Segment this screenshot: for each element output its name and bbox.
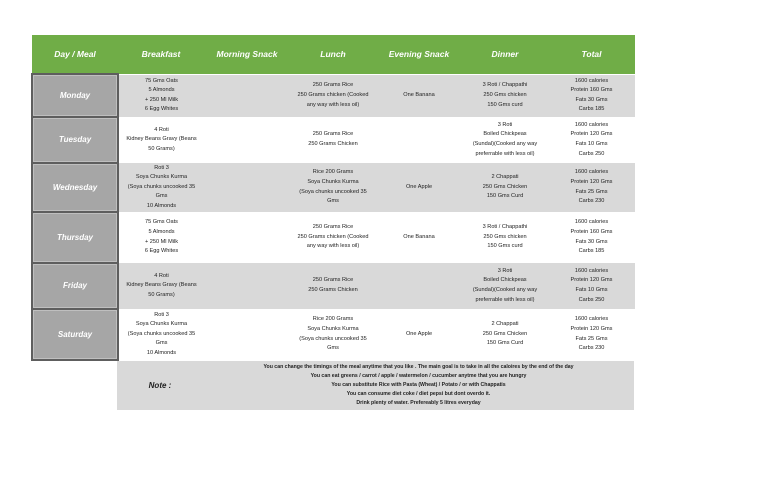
cell-line: (Sundal)(Cooked any way: [472, 141, 538, 147]
dinner-cell: [462, 309, 548, 360]
cell-line: Gms: [155, 193, 168, 200]
cell-line: Protein 120 Gms: [570, 131, 613, 138]
cell-line: 4 Roti: [154, 272, 169, 279]
cell-line: 1600 calories: [574, 267, 609, 274]
cell-line: Soya Chunks Kurma: [135, 174, 188, 181]
header-day-meal: Day / Meal: [32, 35, 118, 74]
evening-snack-cell: [376, 163, 462, 212]
cell-line: 3 Roti / Chappathi: [482, 82, 528, 89]
cell-line: Fats 30 Gms: [575, 96, 608, 103]
cell-line: Fats 25 Gms: [575, 335, 608, 342]
cell-line: 10 Almonds: [146, 202, 177, 209]
cell-line: any way with less oil): [306, 243, 360, 250]
cell-line: 75 Gms Oats: [145, 219, 178, 226]
cell-line: 150 Gms curd: [487, 243, 523, 250]
cell-line: 5 Almonds: [148, 87, 175, 94]
cell-line: 250 Gms chicken: [483, 233, 527, 240]
cell-line: Fats 10 Gms: [575, 287, 608, 293]
header-breakfast: Breakfast: [118, 35, 204, 74]
breakfast-cell: [118, 74, 204, 117]
cell-line: Kidney Beans Gravy (Beans: [126, 136, 197, 143]
evening-snack-cell: [376, 117, 462, 163]
dinner-cell: [462, 163, 548, 212]
lunch-cell: [290, 117, 376, 163]
morning-snack-cell: [204, 117, 290, 163]
cell-line: 250 Grams Chicken: [308, 141, 358, 147]
cell-line: 1600 calories: [574, 219, 609, 226]
evening-snack-cell: [376, 212, 462, 263]
cell-line: any way with less oil): [306, 101, 360, 108]
cell-line: 75 Gms Oats: [145, 77, 178, 84]
header-lunch: Lunch: [290, 35, 376, 74]
header-row: [32, 35, 635, 74]
breakfast-cell: [118, 309, 204, 360]
cell-line: 3 Roti: [497, 121, 513, 128]
cell-line: Protein 120 Gms: [570, 325, 613, 332]
cell-line: 50 Grams): [148, 291, 175, 298]
lunch-cell: [290, 309, 376, 360]
cell-line: 6 Egg Whites: [144, 248, 179, 255]
total-cell: [548, 263, 635, 309]
note-line: You can change the timings of the meal anytime that you like . The main goal is to take in all the caloires by the end of the day: [263, 364, 574, 370]
breakfast-cell: [118, 212, 204, 263]
day-label: Thursday: [32, 212, 118, 263]
breakfast-cell: [118, 163, 204, 212]
diet-plan-sheet: [31, 35, 634, 361]
evening-snack-cell: [376, 309, 462, 360]
cell-line: Rice 200 Grams: [312, 316, 354, 323]
cell-line: Protein 120 Gms: [570, 277, 613, 284]
morning-snack-cell: [204, 263, 290, 309]
cell-line: Carbs 250: [578, 150, 605, 157]
lunch-cell: [290, 212, 376, 263]
total-cell: [548, 212, 635, 263]
cell-line: Boiled Chickpeas: [483, 277, 527, 284]
morning-snack-cell: [204, 163, 290, 212]
note-label: Note :: [148, 381, 172, 390]
cell-line: 1600 calories: [574, 316, 609, 323]
day-row: [32, 163, 635, 212]
cell-line: 250 Grams chicken (Cooked: [297, 91, 369, 98]
morning-snack-cell: [204, 212, 290, 263]
cell-line: 50 Grams): [148, 145, 175, 152]
cell-line: Fats 10 Gms: [575, 141, 608, 147]
cell-line: 3 Roti: [497, 267, 513, 274]
cell-line: 250 Grams chicken (Cooked: [297, 233, 369, 240]
note-line: You can eat greens / carrot / apple / watermelon / cucumber anytme that you are hungry: [310, 373, 527, 379]
header-total: Total: [548, 35, 635, 74]
dinner-cell: [462, 117, 548, 163]
day-label: Tuesday: [32, 117, 118, 163]
cell-line: 1600 calories: [574, 169, 609, 176]
lunch-cell: [290, 163, 376, 212]
note-body: [203, 363, 634, 408]
note-line: You can consume diet coke / diet pepsi but dont overdo it.: [346, 391, 491, 397]
diet-plan-table: [31, 35, 635, 361]
cell-line: 250 Gms chicken: [483, 91, 527, 98]
breakfast-cell: [118, 117, 204, 163]
total-cell: [548, 117, 635, 163]
cell-line: (Soya chunks uncooked 35: [299, 188, 367, 195]
cell-line: 150 Gms curd: [487, 101, 523, 108]
cell-line: 6 Egg Whites: [144, 106, 179, 113]
cell-line: One Apple: [405, 330, 433, 337]
cell-line: 250 Grams Rice: [312, 277, 354, 284]
header-morning-snack: Morning Snack: [204, 35, 290, 74]
cell-line: (Sundal)(Cooked any way: [472, 287, 538, 293]
evening-snack-cell: [376, 74, 462, 117]
cell-line: Boiled Chickpeas: [483, 131, 527, 138]
day-row: [32, 263, 635, 309]
lunch-cell: [290, 263, 376, 309]
cell-line: Roti 3: [154, 311, 169, 318]
cell-line: preferrable with less oil): [475, 150, 535, 157]
morning-snack-cell: [204, 74, 290, 117]
cell-line: Roti 3: [154, 164, 169, 171]
cell-line: preferrable with less oil): [475, 296, 535, 303]
cell-line: One Apple: [405, 183, 433, 190]
cell-line: 250 Grams Rice: [312, 131, 354, 138]
cell-line: Soya Chunks Kurma: [135, 321, 188, 328]
cell-line: 250 Gms Chicken: [482, 183, 528, 190]
cell-line: (Soya chunks uncooked 35: [299, 335, 367, 342]
morning-snack-cell: [204, 309, 290, 360]
cell-line: Gms: [155, 340, 168, 347]
cell-line: Gms: [327, 198, 339, 205]
day-label: Monday: [32, 74, 118, 117]
cell-line: Carbs 230: [578, 198, 605, 205]
cell-line: 5 Almonds: [148, 228, 175, 235]
cell-line: Carbs 250: [578, 296, 605, 303]
lunch-cell: [290, 74, 376, 117]
note-box: [117, 361, 634, 410]
dinner-cell: [462, 74, 548, 117]
cell-line: 150 Gms Curd: [486, 193, 524, 200]
cell-line: Protein 120 Gms: [570, 178, 613, 185]
cell-line: 10 Almonds: [146, 349, 177, 356]
cell-line: 2 Chappati: [491, 174, 519, 181]
cell-line: Carbs 185: [578, 248, 605, 255]
cell-line: 250 Grams Rice: [312, 224, 354, 231]
total-cell: [548, 74, 635, 117]
cell-line: 4 Roti: [154, 126, 169, 133]
cell-line: Protein 160 Gms: [570, 228, 613, 235]
day-row: [32, 117, 635, 163]
header-evening-snack: Evening Snack: [376, 35, 462, 74]
header-dinner: Dinner: [462, 35, 548, 74]
cell-line: Fats 25 Gms: [575, 188, 608, 195]
day-row: [32, 74, 635, 117]
cell-line: 250 Grams Rice: [312, 82, 354, 89]
cell-line: 150 Gms Curd: [486, 340, 524, 347]
note-line: You can substitute Rice with Pasta (Wheat) / Potato / or with Chappatis: [331, 382, 506, 388]
cell-line: 3 Roti / Chappathi: [482, 224, 528, 231]
cell-line: Fats 30 Gms: [575, 238, 608, 245]
cell-line: 2 Chappati: [491, 321, 519, 328]
breakfast-cell: [118, 263, 204, 309]
cell-line: Rice 200 Grams: [312, 169, 354, 176]
day-label: Wednesday: [32, 163, 118, 212]
cell-line: 1600 calories: [574, 121, 609, 128]
evening-snack-cell: [376, 263, 462, 309]
cell-line: Kidney Beans Gravy (Beans: [126, 282, 197, 289]
cell-line: Soya Chunks Kurma: [307, 178, 359, 185]
day-row: [32, 309, 635, 360]
day-label: Friday: [32, 263, 118, 309]
dinner-cell: [462, 212, 548, 263]
dinner-cell: [462, 263, 548, 309]
total-cell: [548, 309, 635, 360]
cell-line: (Soya chunks uncooked 35: [127, 183, 196, 190]
cell-line: One Banana: [403, 91, 435, 98]
cell-line: + 250 Ml Milk: [144, 96, 179, 103]
cell-line: + 250 Ml Milk: [144, 238, 179, 245]
cell-line: Carbs 230: [578, 345, 605, 352]
day-row: [32, 212, 635, 263]
cell-line: 1600 calories: [574, 77, 609, 84]
cell-line: 250 Grams Chicken: [308, 287, 358, 293]
cell-line: Gms: [327, 345, 339, 352]
cell-line: One Banana: [403, 233, 435, 240]
cell-line: Carbs 185: [578, 106, 605, 113]
total-cell: [548, 163, 635, 212]
cell-line: (Soya chunks uncooked 35: [127, 330, 196, 337]
note-line: Drink plenty of water. Prefereably 5 litres everyday: [356, 400, 481, 406]
cell-line: Soya Chunks Kurma: [307, 325, 359, 332]
cell-line: 250 Gms Chicken: [482, 330, 528, 337]
day-label: Saturday: [32, 309, 118, 360]
cell-line: Protein 160 Gms: [570, 87, 613, 94]
